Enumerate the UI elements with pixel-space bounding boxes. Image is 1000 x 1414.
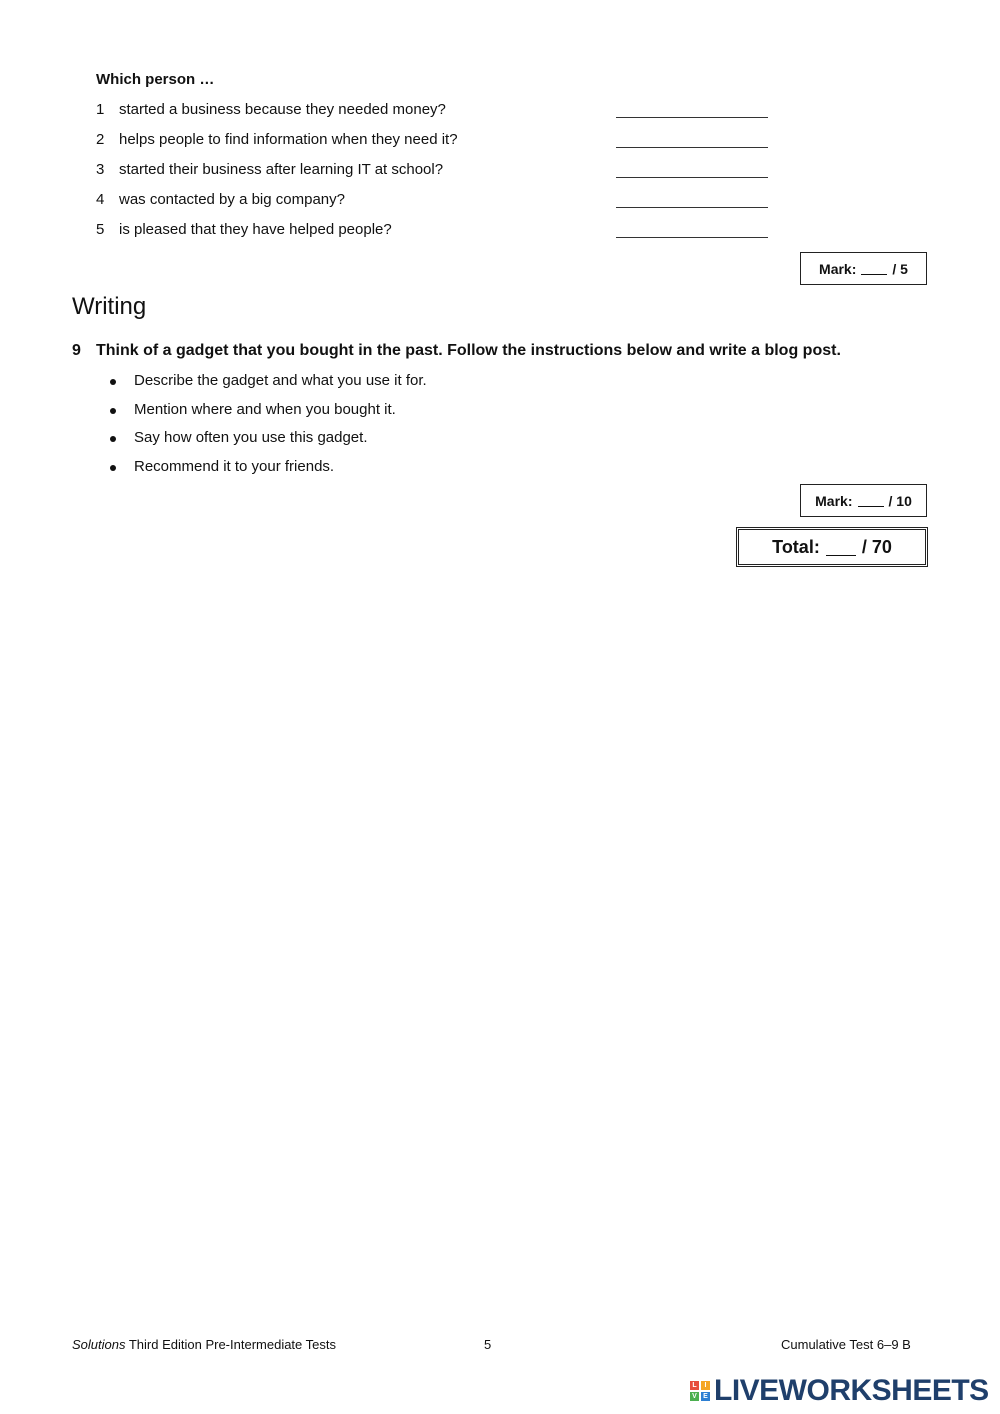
reading-mark-box — [800, 252, 927, 285]
list-item-text: Mention where and when you bought it. — [134, 400, 396, 418]
question-text: helps people to find information when they need it? — [119, 131, 458, 148]
question-number: 4 — [96, 191, 105, 208]
answer-blank[interactable] — [616, 177, 768, 178]
question-number: 5 — [96, 221, 105, 238]
bullet-icon — [110, 408, 116, 414]
list-item — [110, 458, 427, 487]
question-number: 2 — [96, 131, 105, 148]
question-row — [96, 161, 776, 181]
question-heading: Which person … — [96, 71, 215, 88]
logo-tile: I — [701, 1381, 710, 1390]
footer-test-name: Cumulative Test 6–9 B — [781, 1337, 911, 1352]
mark-blank[interactable] — [861, 262, 887, 275]
bullet-icon — [110, 465, 116, 471]
list-item — [110, 429, 427, 458]
list-item — [110, 372, 427, 401]
question-number: 3 — [96, 161, 105, 178]
total-value: / 70 — [861, 536, 892, 557]
question-text: is pleased that they have helped people? — [119, 221, 392, 238]
answer-blank[interactable] — [616, 147, 768, 148]
mark-blank[interactable] — [858, 494, 884, 507]
question-text: started their business after learning IT at school? — [119, 161, 444, 178]
mark-total: / 10 — [888, 492, 912, 509]
task-instruction — [72, 342, 841, 360]
question-row — [96, 221, 776, 241]
footer-title — [72, 1337, 336, 1352]
question-text: was contacted by a big company? — [119, 191, 345, 208]
logo-tile: L — [690, 1381, 699, 1390]
question-number: 1 — [96, 101, 105, 118]
question-row — [96, 191, 776, 211]
list-item — [110, 401, 427, 430]
total-box — [736, 527, 928, 567]
answer-blank[interactable] — [616, 237, 768, 238]
mark-label: Mark: — [815, 492, 853, 509]
list-item-text: Recommend it to your friends. — [134, 457, 335, 475]
logo-tile: E — [701, 1392, 710, 1401]
bullet-icon — [110, 379, 116, 385]
bullet-icon — [110, 436, 116, 442]
page-number: 5 — [484, 1337, 492, 1352]
writing-mark-box — [800, 484, 927, 517]
question-text: started a business because they needed money? — [119, 101, 446, 118]
list-item-text: Describe the gadget and what you use it for. — [134, 372, 427, 389]
question-row — [96, 131, 776, 151]
question-row — [96, 101, 776, 121]
instruction-list — [110, 372, 427, 486]
mark-label: Mark: — [819, 260, 857, 277]
footer-title-rest: Third Edition Pre-Intermediate Tests — [125, 1337, 336, 1352]
task-number: 9 — [72, 342, 81, 359]
answer-blank[interactable] — [616, 207, 768, 208]
logo-icon — [690, 1381, 710, 1401]
liveworksheets-logo — [690, 1374, 989, 1408]
logo-tile: V — [690, 1392, 699, 1401]
task-text: Think of a gadget that you bought in the past. Follow the instructions below and write a blog post. — [96, 342, 841, 359]
total-blank[interactable] — [826, 539, 856, 556]
footer-title-italic: Solutions — [72, 1337, 126, 1352]
total-label: Total: — [772, 536, 820, 557]
section-title: Writing — [72, 293, 147, 320]
list-item-text: Say how often you use this gadget. — [134, 429, 368, 446]
answer-blank[interactable] — [616, 117, 768, 118]
mark-total: / 5 — [892, 260, 908, 277]
logo-text: LIVEWORKSHEETS — [714, 1374, 989, 1407]
